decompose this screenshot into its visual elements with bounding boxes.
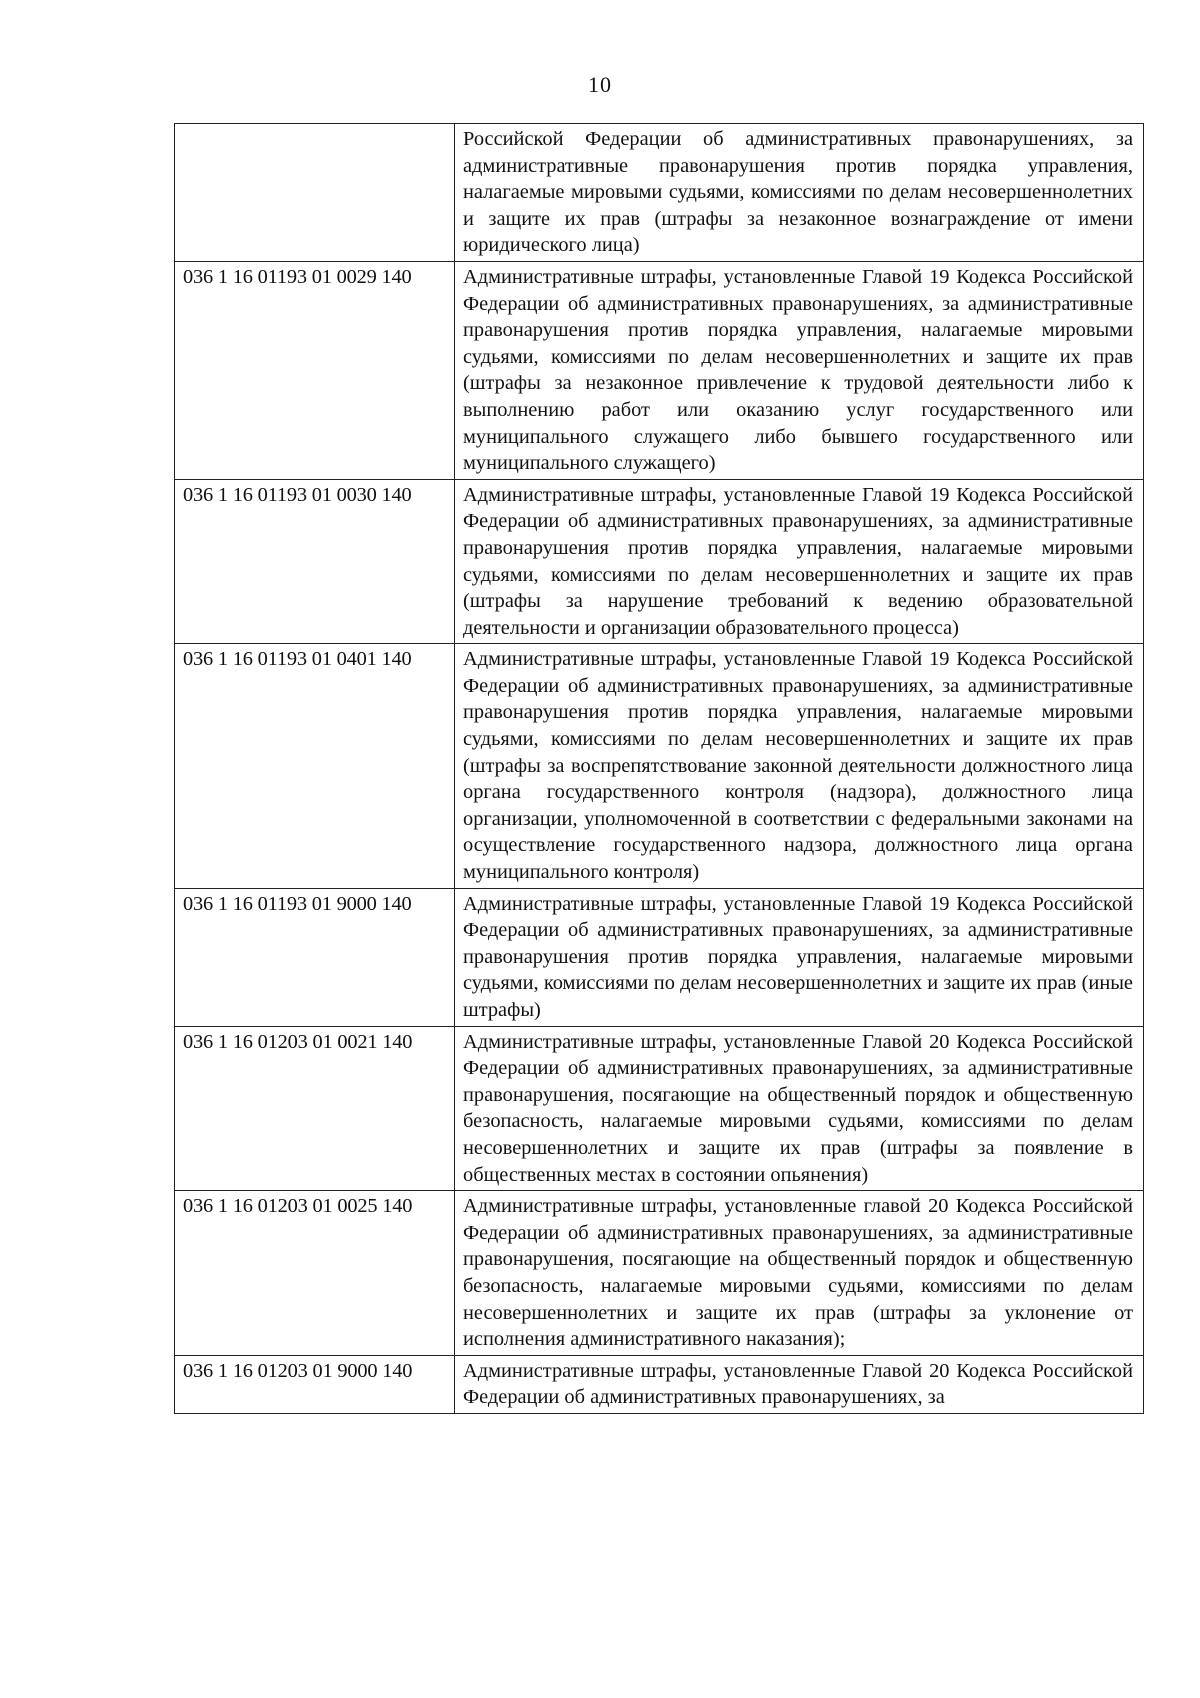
code-cell: 036 1 16 01193 01 9000 140 — [175, 888, 455, 1026]
table-row — [175, 261, 1144, 479]
description-cell: Административные штрафы, установленные Главой 19 Кодекса Российской Федерации об административных правонарушениях, за административные правонарушения против порядка управления, налагаемые мировыми судьями, комиссиями по делам несовершеннолетних и защите их прав (иные штрафы) — [455, 888, 1144, 1026]
table-row — [175, 1355, 1144, 1413]
table-row — [175, 1191, 1144, 1356]
table-row — [175, 888, 1144, 1026]
code-cell: 036 1 16 01203 01 0021 140 — [175, 1026, 455, 1191]
description-cell: Административные штрафы, установленные Главой 19 Кодекса Российской Федерации об административных правонарушениях, за административные правонарушения против порядка управления, налагаемые мировыми судьями, комиссиями по делам несовершеннолетних и защите их прав (штрафы за незаконное привлечение к трудовой деятельности либо к выполнению работ или оказанию услуг государственного или муниципального служащего либо бывшего государственного или муниципального служащего) — [455, 261, 1144, 479]
table-row — [175, 644, 1144, 888]
description-cell: Административные штрафы, установленные Главой 19 Кодекса Российской Федерации об административных правонарушениях, за административные правонарушения против порядка управления, налагаемые мировыми судьями, комиссиями по делам несовершеннолетних и защите их прав (штрафы за нарушение требований к ведению образовательной деятельности и организации образовательного процесса) — [455, 479, 1144, 644]
code-cell: 036 1 16 01193 01 0029 140 — [175, 261, 455, 479]
description-cell: Административные штрафы, установленные Главой 19 Кодекса Российской Федерации об административных правонарушениях, за административные правонарушения против порядка управления, налагаемые мировыми судьями, комиссиями по делам несовершеннолетних и защите их прав (штрафы за воспрепятствование законной деятельности должностного лица органа государственного контроля (надзора), должностного лица организации, уполномоченной в соответствии с федеральными законами на осуществление государственного надзора, должностного лица органа муниципального контроля) — [455, 644, 1144, 888]
table-row — [175, 124, 1144, 262]
description-cell: Административные штрафы, установленные Главой 20 Кодекса Российской Федерации об административных правонарушениях, за — [455, 1355, 1144, 1413]
description-cell: Административные штрафы, установленные главой 20 Кодекса Российской Федерации об административных правонарушениях, за административные правонарушения, посягающие на общественный порядок и общественную безопасность, налагаемые мировыми судьями, комиссиями по делам несовершеннолетних и защите их прав (штрафы за уклонение от исполнения административного наказания); — [455, 1191, 1144, 1356]
description-cell: Административные штрафы, установленные Главой 20 Кодекса Российской Федерации об административных правонарушениях, за административные правонарушения, посягающие на общественный порядок и общественную безопасность, налагаемые мировыми судьями, комиссиями по делам несовершеннолетних и защите их прав (штрафы за появление в общественных местах в состоянии опьянения) — [455, 1026, 1144, 1191]
description-cell: Российской Федерации об административных правонарушениях, за административные правонарушения против порядка управления, налагаемые мировыми судьями, комиссиями по делам несовершеннолетних и защите их прав (штрафы за незаконное вознаграждение от имени юридического лица) — [455, 124, 1144, 262]
budget-codes-table — [174, 123, 1144, 1414]
code-cell: 036 1 16 01203 01 0025 140 — [175, 1191, 455, 1356]
code-cell: 036 1 16 01203 01 9000 140 — [175, 1355, 455, 1413]
table-row — [175, 1026, 1144, 1191]
code-cell: 036 1 16 01193 01 0030 140 — [175, 479, 455, 644]
table-row — [175, 479, 1144, 644]
page-number: 10 — [588, 72, 612, 97]
code-cell: 036 1 16 01193 01 0401 140 — [175, 644, 455, 888]
code-cell — [175, 124, 455, 262]
